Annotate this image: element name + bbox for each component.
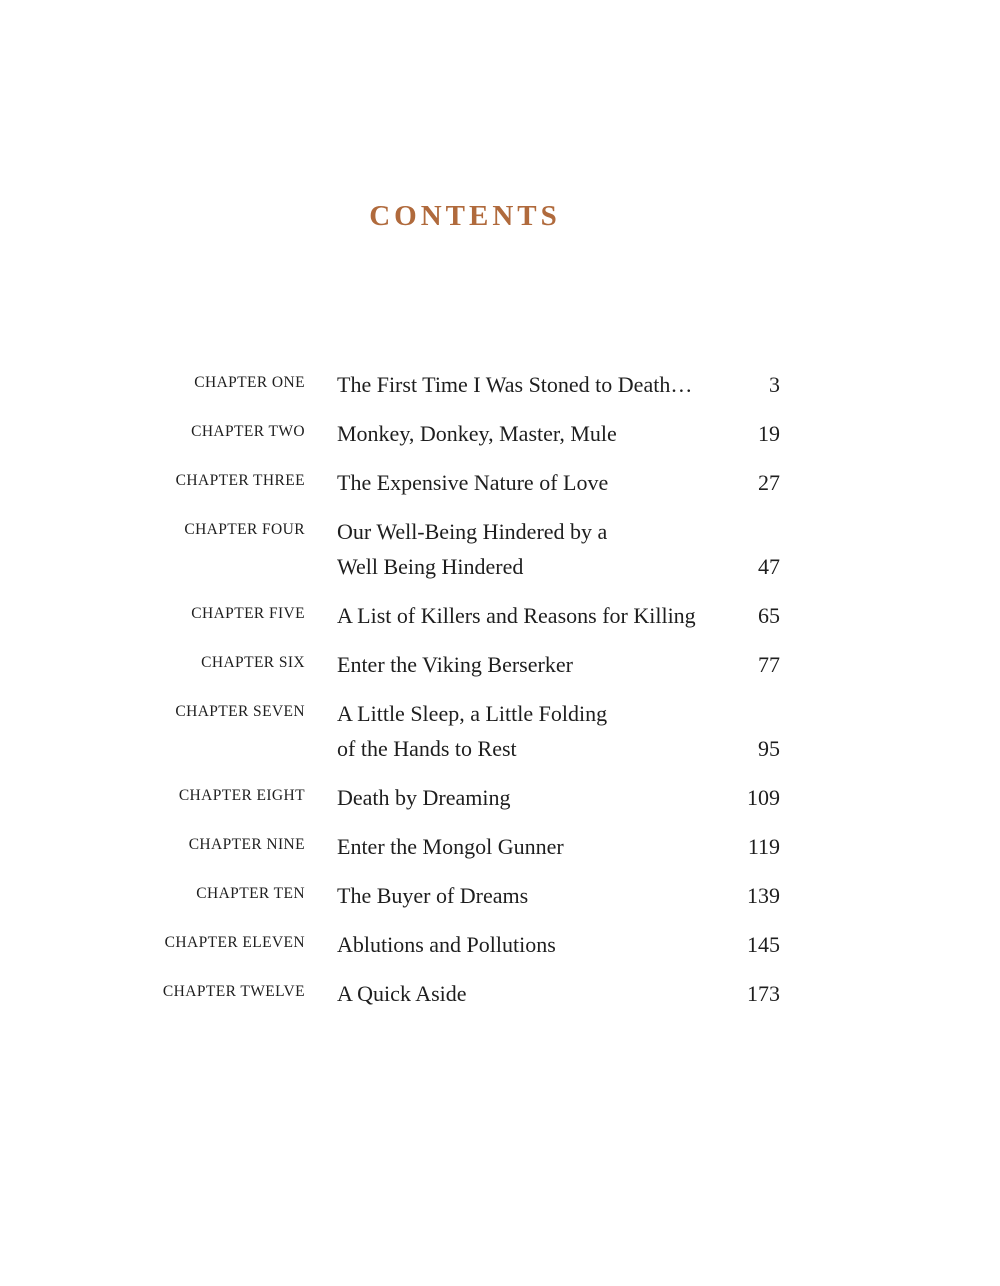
- chapter-label: CHAPTER TWO: [191, 423, 305, 440]
- toc-entry: [0, 598, 1000, 633]
- toc-entry: [0, 780, 1000, 815]
- chapter-title-line: The First Time I Was Stoned to Death…: [337, 372, 693, 397]
- chapter-title: [337, 465, 727, 500]
- chapter-label: CHAPTER FIVE: [191, 605, 305, 622]
- chapter-title-line: Enter the Viking Berserker: [337, 652, 573, 677]
- chapter-title-line: A Little Sleep, a Little Folding: [337, 701, 608, 726]
- chapter-title: [337, 696, 727, 766]
- chapter-title-line: of the Hands to Rest: [337, 736, 517, 761]
- chapter-title-line: Enter the Mongol Gunner: [337, 834, 564, 859]
- chapter-title: [337, 514, 727, 584]
- page-number: 19: [758, 421, 780, 446]
- chapter-title: [337, 647, 727, 682]
- chapter-title: [337, 416, 727, 451]
- toc-entry: [0, 416, 1000, 451]
- chapter-title: [337, 367, 727, 402]
- chapter-label: CHAPTER TEN: [196, 885, 305, 902]
- page-number: 109: [747, 785, 780, 810]
- toc-entry: [0, 696, 1000, 766]
- toc-entry: [0, 927, 1000, 962]
- chapter-title-line: Ablutions and Pollutions: [337, 932, 556, 957]
- chapter-title: [337, 598, 727, 633]
- chapter-label: CHAPTER THREE: [175, 472, 305, 489]
- chapter-title-line: Monkey, Donkey, Master, Mule: [337, 421, 617, 446]
- toc-entry: [0, 465, 1000, 500]
- chapter-title-line: Our Well-Being Hindered by a: [337, 519, 608, 544]
- chapter-label: CHAPTER FOUR: [184, 521, 305, 538]
- toc-entry: [0, 514, 1000, 584]
- page-number: 145: [747, 932, 780, 957]
- chapter-label: CHAPTER EIGHT: [178, 787, 305, 804]
- table-of-contents: [0, 367, 1000, 1025]
- chapter-label: CHAPTER TWELVE: [162, 983, 305, 1000]
- chapter-title-line: A List of Killers and Reasons for Killing: [337, 603, 696, 628]
- page-number: 77: [758, 652, 780, 677]
- chapter-title-line: Well Being Hindered: [337, 554, 524, 579]
- chapter-title: [337, 976, 727, 1011]
- chapter-label: CHAPTER SIX: [201, 654, 305, 671]
- chapter-title: [337, 927, 727, 962]
- page-number: 95: [758, 736, 780, 761]
- chapter-label: CHAPTER ONE: [194, 374, 305, 391]
- chapter-label: CHAPTER ELEVEN: [164, 934, 305, 951]
- chapter-title: [337, 878, 727, 913]
- page-number: 139: [747, 883, 780, 908]
- toc-entry: [0, 647, 1000, 682]
- page-number: 27: [758, 470, 780, 495]
- toc-entry: [0, 367, 1000, 402]
- chapter-title: [337, 780, 727, 815]
- page-number: 65: [758, 603, 780, 628]
- chapter-title-line: The Expensive Nature of Love: [337, 470, 609, 495]
- chapter-title-line: The Buyer of Dreams: [337, 883, 529, 908]
- page-number: 173: [747, 981, 780, 1006]
- toc-entry: [0, 878, 1000, 913]
- page-number: 47: [758, 554, 780, 579]
- chapter-title: [337, 829, 727, 864]
- toc-entry: [0, 976, 1000, 1011]
- chapter-label: CHAPTER SEVEN: [175, 703, 305, 720]
- chapter-label: CHAPTER NINE: [188, 836, 305, 853]
- page-number: 3: [769, 372, 780, 397]
- page-title: CONTENTS: [369, 200, 561, 232]
- toc-entry: [0, 829, 1000, 864]
- chapter-title-line: Death by Dreaming: [337, 785, 511, 810]
- chapter-title-line: A Quick Aside: [337, 981, 467, 1006]
- page-number: 119: [747, 834, 780, 859]
